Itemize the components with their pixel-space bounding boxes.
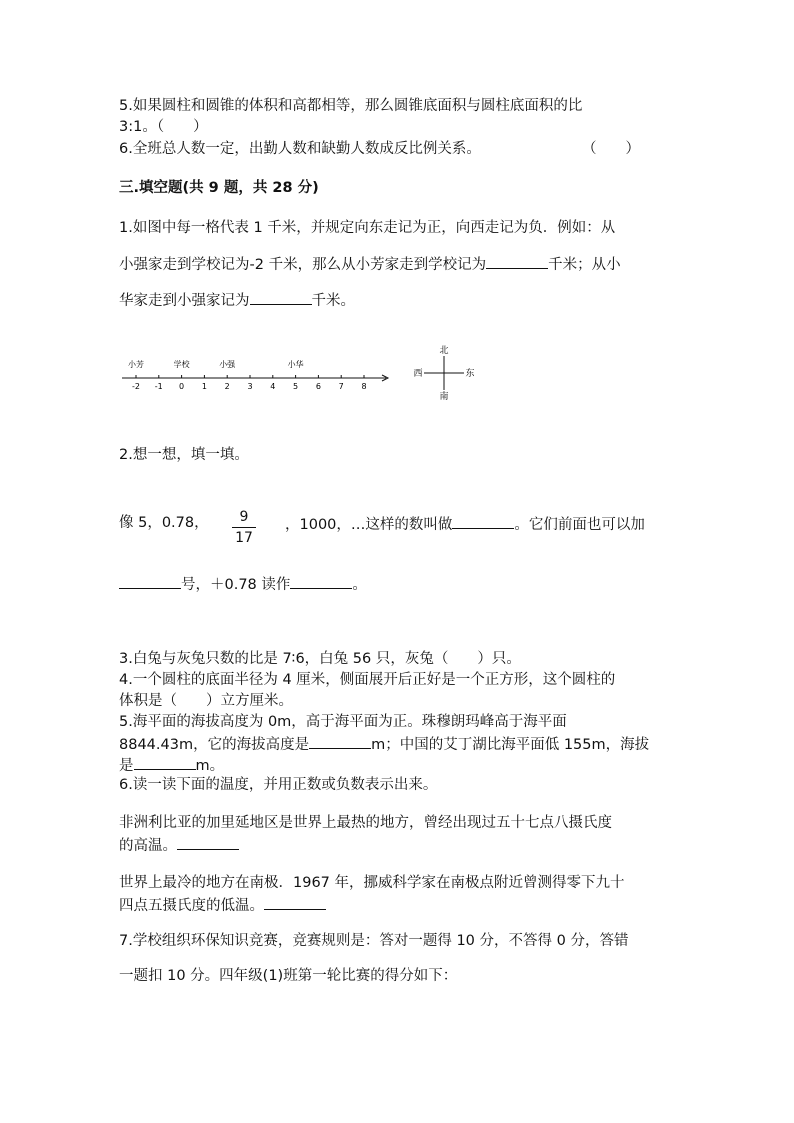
compass [413, 344, 474, 400]
q3: 3.白兔与灰兔只数的比是 7∶6，白兔 56 只，灰兔（ ）只。 [119, 651, 521, 667]
answer-blank[interactable] [290, 573, 352, 589]
q6-p2-line2-text: 四点五摄氏度的低温。 [119, 898, 264, 914]
number-line [122, 359, 388, 391]
fraction-numerator: 9 [239, 509, 249, 525]
number-line-place-label: 小强 [219, 360, 236, 369]
number-line-tick-label: 1 [201, 382, 207, 391]
q4-line1: 4.一个圆柱的底面半径为 4 厘米，侧面展开后正好是一个正方形，这个圆柱的 [119, 672, 616, 688]
answer-blank[interactable] [452, 513, 514, 529]
number-line-place-label: 小芳 [128, 360, 144, 369]
q6-p1-line2-text: 的高温。 [119, 838, 177, 854]
answer-blank[interactable] [250, 289, 312, 305]
q5-line1: 5.海平面的海拔高度为 0m，高于海平面为正。珠穆朗玛峰高于海平面 [119, 714, 567, 730]
q2-line1-a: 像 5，0.78， [119, 515, 209, 531]
q6-p1-line2 [119, 834, 239, 856]
answer-blank[interactable] [309, 733, 371, 749]
fraction-bar [232, 527, 256, 528]
q5-line2-text-a: 8844.43m，它的海拔高度是 [119, 737, 310, 753]
q1-line3-text-a: 华家走到小强家记为 [119, 293, 250, 309]
q1-line3-text-b: 千米。 [311, 293, 355, 309]
answer-blank[interactable] [486, 253, 548, 269]
q2-line1-text-b: ，1000，…这样的数叫做 [285, 517, 453, 533]
q2-line1-text-c: 。它们前面也可以加 [514, 517, 645, 533]
q2-line2 [119, 573, 367, 595]
fraction [232, 508, 256, 547]
answer-blank[interactable] [177, 834, 239, 850]
q7-line1: 7.学校组织环保知识竞赛，竞赛规则是：答对一题得 10 分，不答得 0 分，答错 [119, 933, 629, 949]
number-line-place-label: 小华 [287, 360, 304, 369]
answer-blank[interactable] [134, 754, 196, 770]
q2-line2-text-a: 号，＋0.78 读作 [181, 577, 291, 593]
q4-line2: 体积是（ ）立方厘米。 [119, 693, 293, 709]
number-line-tick-label: 4 [270, 382, 276, 391]
q2-line1-b [285, 513, 645, 535]
number-line-tick-label: 6 [315, 382, 321, 391]
number-line-tick-label: 8 [361, 382, 367, 391]
q1-line3 [119, 289, 355, 311]
q6-p1-line1: 非洲利比亚的加里延地区是世界上最热的地方，曾经出现过五十七点八摄氏度 [119, 815, 612, 831]
q1-line2-text-a: 小强家走到学校记为-2 千米，那么从小芳家走到学校记为 [119, 257, 487, 273]
number-line-figure [118, 340, 498, 400]
judge-q6-paren: （ ） [582, 141, 640, 157]
q5-line2-text-b: m；中国的艾丁湖比海平面低 155m，海拔 [371, 737, 650, 753]
answer-blank[interactable] [264, 894, 326, 910]
number-line-tick-label: -1 [154, 382, 163, 391]
number-line-tick-label: 0 [179, 382, 185, 391]
number-line-place-label: 学校 [173, 360, 190, 369]
fraction-denominator: 17 [235, 530, 253, 546]
judge-q5-line2: 3:1。（ ） [119, 119, 208, 135]
number-line-tick-label: -2 [132, 382, 140, 391]
q1-line1: 1.如图中每一格代表 1 千米，并规定向东走记为正，向西走记为负．例如：从 [119, 220, 616, 236]
answer-blank[interactable] [119, 573, 181, 589]
compass-west: 西 [413, 369, 423, 379]
q5-line3-text-a: 是 [119, 758, 134, 774]
q6-title: 6.读一读下面的温度，并用正数或负数表示出来。 [119, 777, 438, 793]
q1-line2 [119, 253, 621, 275]
number-line-tick-label: 7 [338, 382, 344, 391]
judge-q6: 6.全班总人数一定，出勤人数和缺勤人数成反比例关系。 [119, 141, 481, 157]
q5-line2 [119, 733, 649, 755]
number-line-tick-label: 2 [224, 382, 230, 391]
q1-line2-text-b: 千米；从小 [548, 257, 621, 273]
q6-p2-line2 [119, 894, 326, 916]
q5-line3-text-b: m。 [195, 758, 225, 774]
compass-east: 东 [465, 369, 475, 379]
q2-line2-text-b: 。 [352, 577, 367, 593]
q6-p2-line1: 世界上最冷的地方在南极．1967 年，挪威科学家在南极点附近曾测得零下九十 [119, 875, 625, 891]
judge-q5-line1: 5.如果圆柱和圆锥的体积和高都相等，那么圆锥底面积与圆柱底面积的比 [119, 98, 583, 114]
q5-line3 [119, 754, 224, 776]
compass-north: 北 [439, 346, 449, 356]
q2-title: 2.想一想，填一填。 [119, 447, 249, 463]
q7-line2: 一题扣 10 分。四年级(1)班第一轮比赛的得分如下： [119, 968, 458, 984]
number-line-tick-label: 5 [293, 382, 299, 391]
compass-south: 南 [439, 392, 449, 400]
number-line-tick-label: 3 [247, 382, 253, 391]
section-title: 三.填空题(共 9 题，共 28 分) [119, 180, 319, 196]
